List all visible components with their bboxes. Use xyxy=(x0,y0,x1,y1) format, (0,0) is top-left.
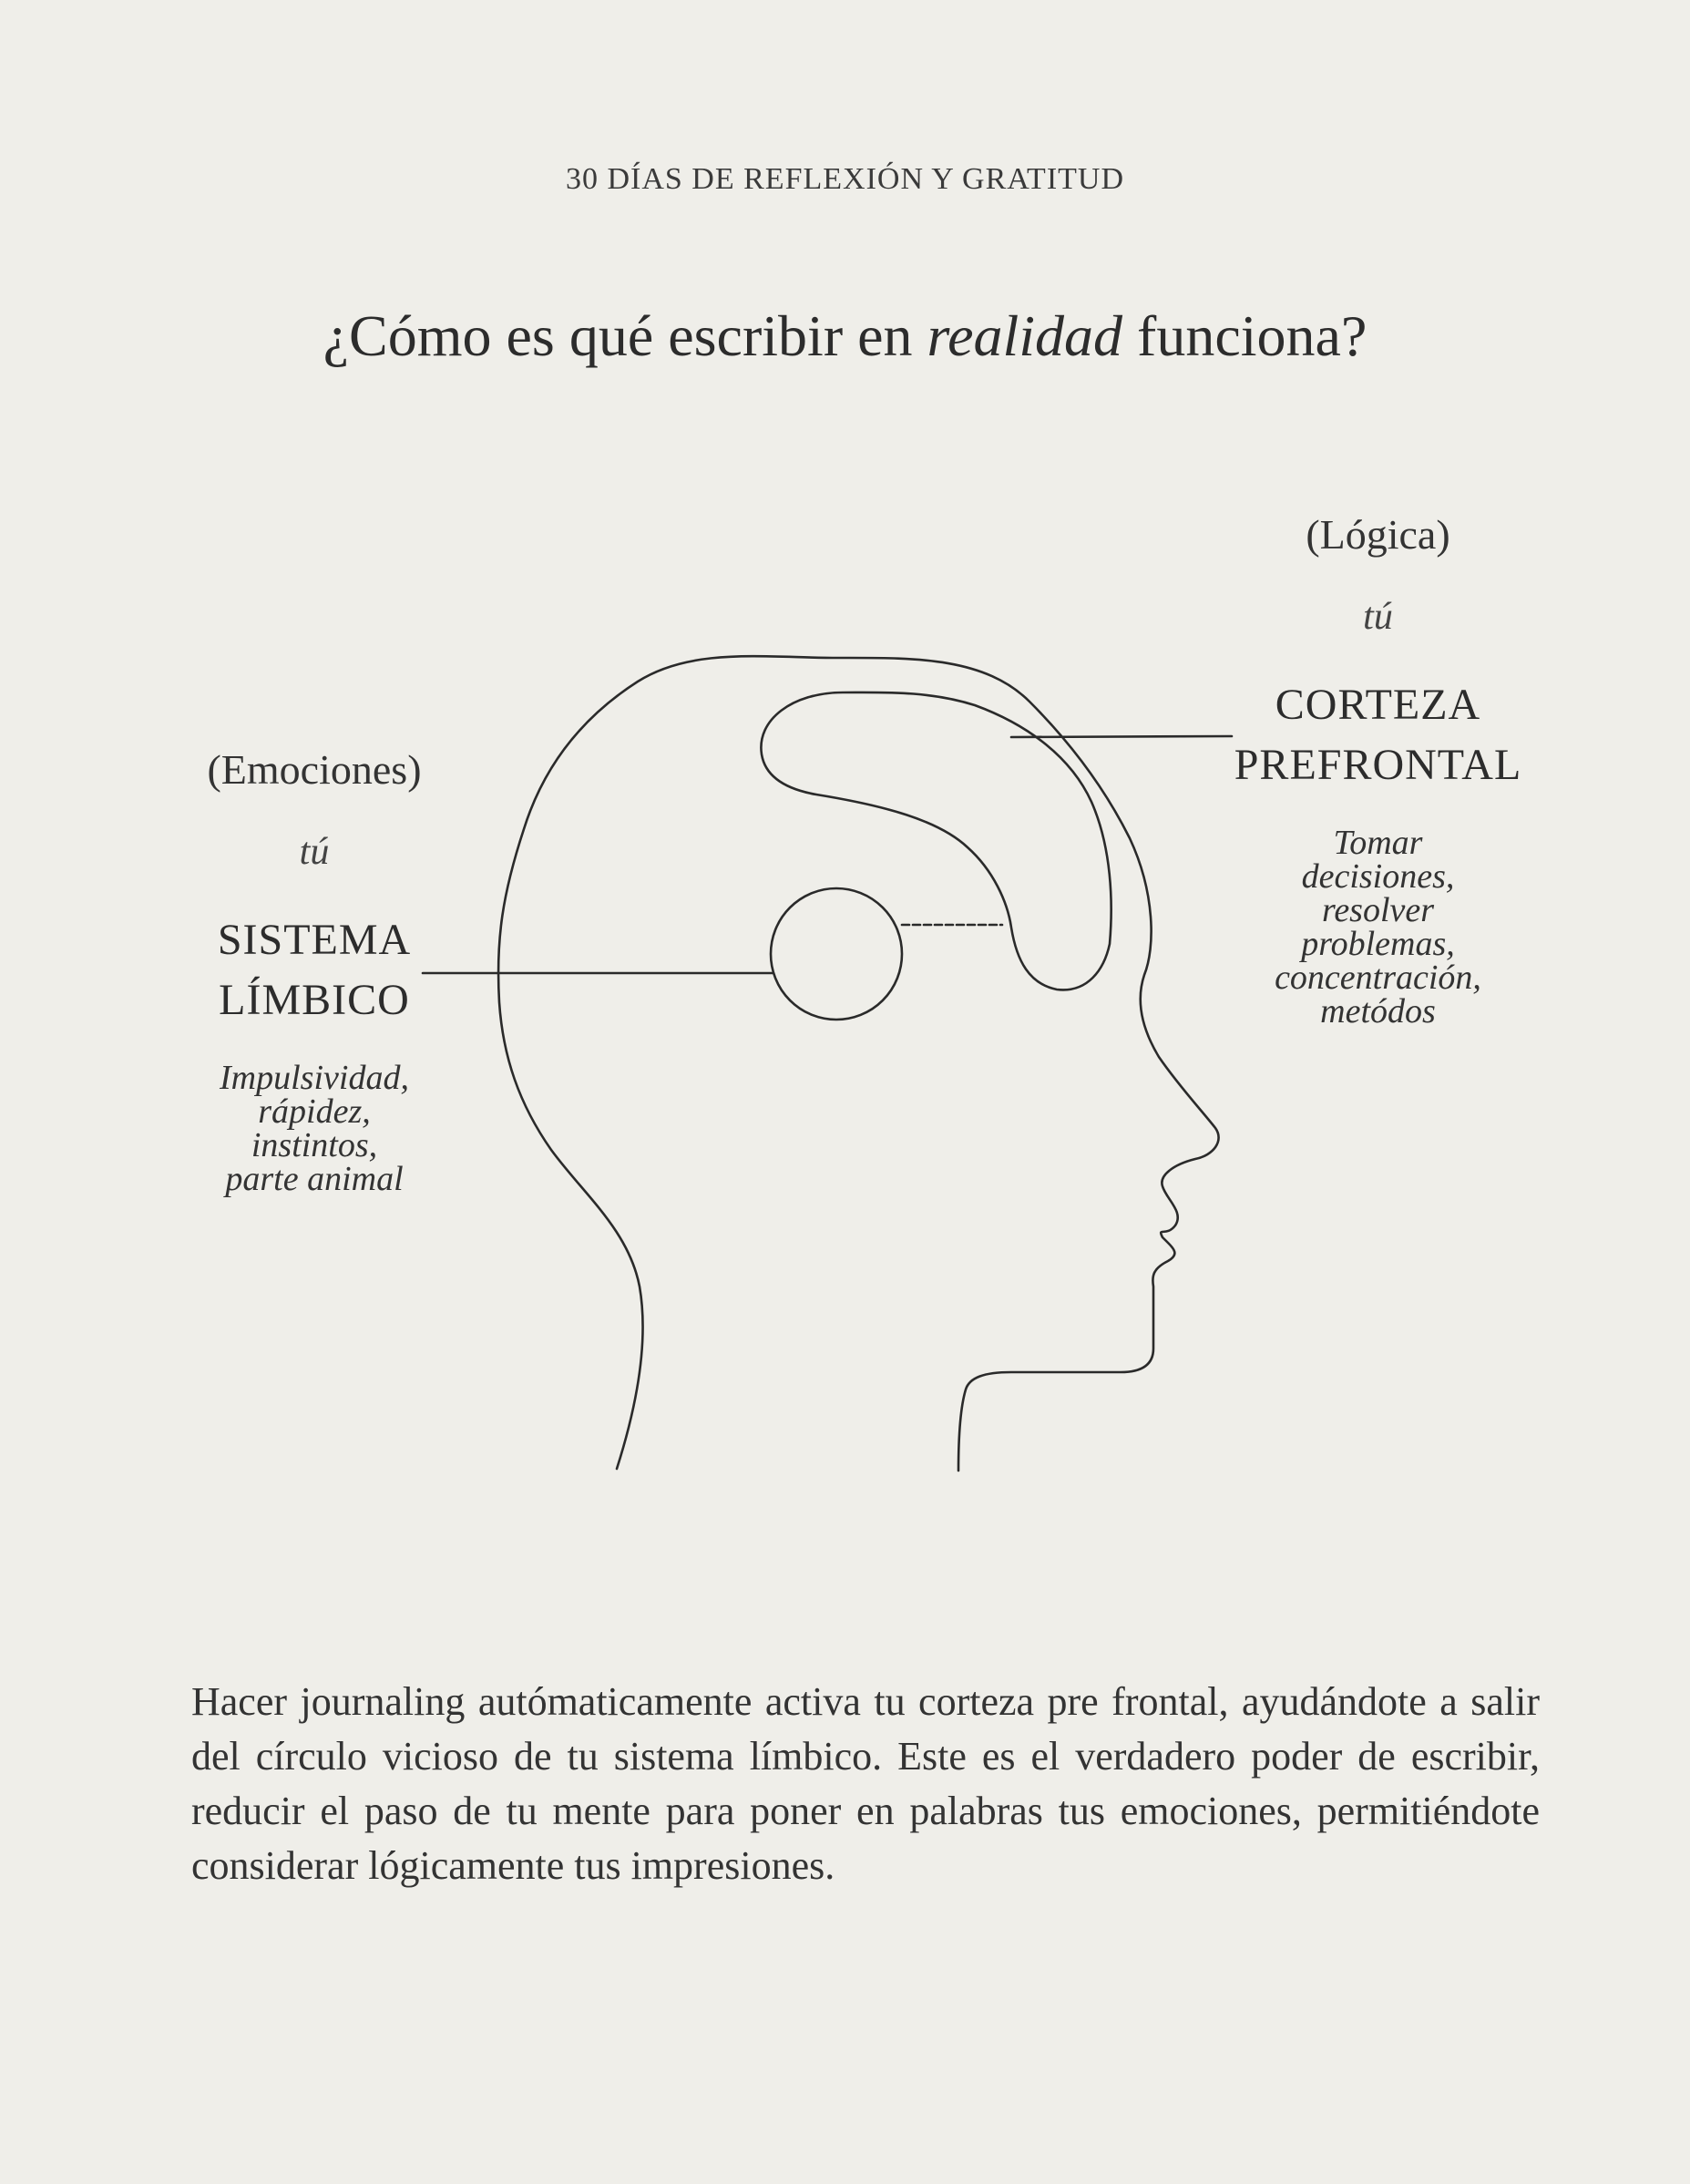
cortex-category: (Lógica) xyxy=(1306,511,1450,558)
cortex-name-line1: CORTEZA xyxy=(1275,681,1481,729)
limbic-name-line1: SISTEMA xyxy=(217,916,412,964)
page-header: 30 DÍAS DE REFLEXIÓN Y GRATITUD xyxy=(565,162,1125,196)
limbic-circle xyxy=(771,888,902,1020)
limbic-desc-line: instintos, xyxy=(251,1126,378,1164)
limbic-desc-line: rápidez, xyxy=(258,1092,371,1131)
limbic-label-block xyxy=(164,745,465,1196)
limbic-name xyxy=(164,910,465,1030)
limbic-tu: tú xyxy=(299,831,330,873)
cortex-name xyxy=(1221,675,1535,795)
limbic-category: (Emociones) xyxy=(207,746,422,793)
cortex-tu: tú xyxy=(1363,596,1393,638)
limbic-desc-line: parte animal xyxy=(225,1160,404,1198)
cortex-desc-line: problemas, xyxy=(1301,925,1455,963)
cortex-desc-line: concentración, xyxy=(1275,959,1481,997)
cortex-desc-line: metódos xyxy=(1320,992,1436,1030)
cortex-desc-line: resolver xyxy=(1321,891,1435,929)
cortex-description xyxy=(1221,826,1535,1029)
title-end: funciona? xyxy=(1122,303,1367,368)
title-emphasis: realidad xyxy=(927,303,1123,368)
cortex-desc-line: Tomar xyxy=(1333,824,1423,862)
limbic-description xyxy=(164,1061,465,1196)
cortex-name-line2: PREFRONTAL xyxy=(1234,741,1522,789)
cortex-connector-line xyxy=(1011,736,1232,737)
limbic-name-line2: LÍMBICO xyxy=(219,976,410,1024)
cortex-desc-line: decisiones, xyxy=(1301,857,1455,896)
head-outline-back xyxy=(498,656,1219,1471)
title-start: ¿Cómo es qué escribir en xyxy=(323,303,927,368)
cortex-label-block xyxy=(1221,510,1535,1029)
limbic-desc-line: Impulsividad, xyxy=(220,1059,409,1097)
body-paragraph: Hacer journaling autómaticamente activa tu corteza pre frontal, ayudándote a salir del círculo vicioso de tu sistema límbico. Este es el verdadero poder de escribir, reducir el paso de tu mente para poner en palabras tus emociones, permitiéndote considerar lógicamente tus impresiones. xyxy=(191,1679,1540,1888)
